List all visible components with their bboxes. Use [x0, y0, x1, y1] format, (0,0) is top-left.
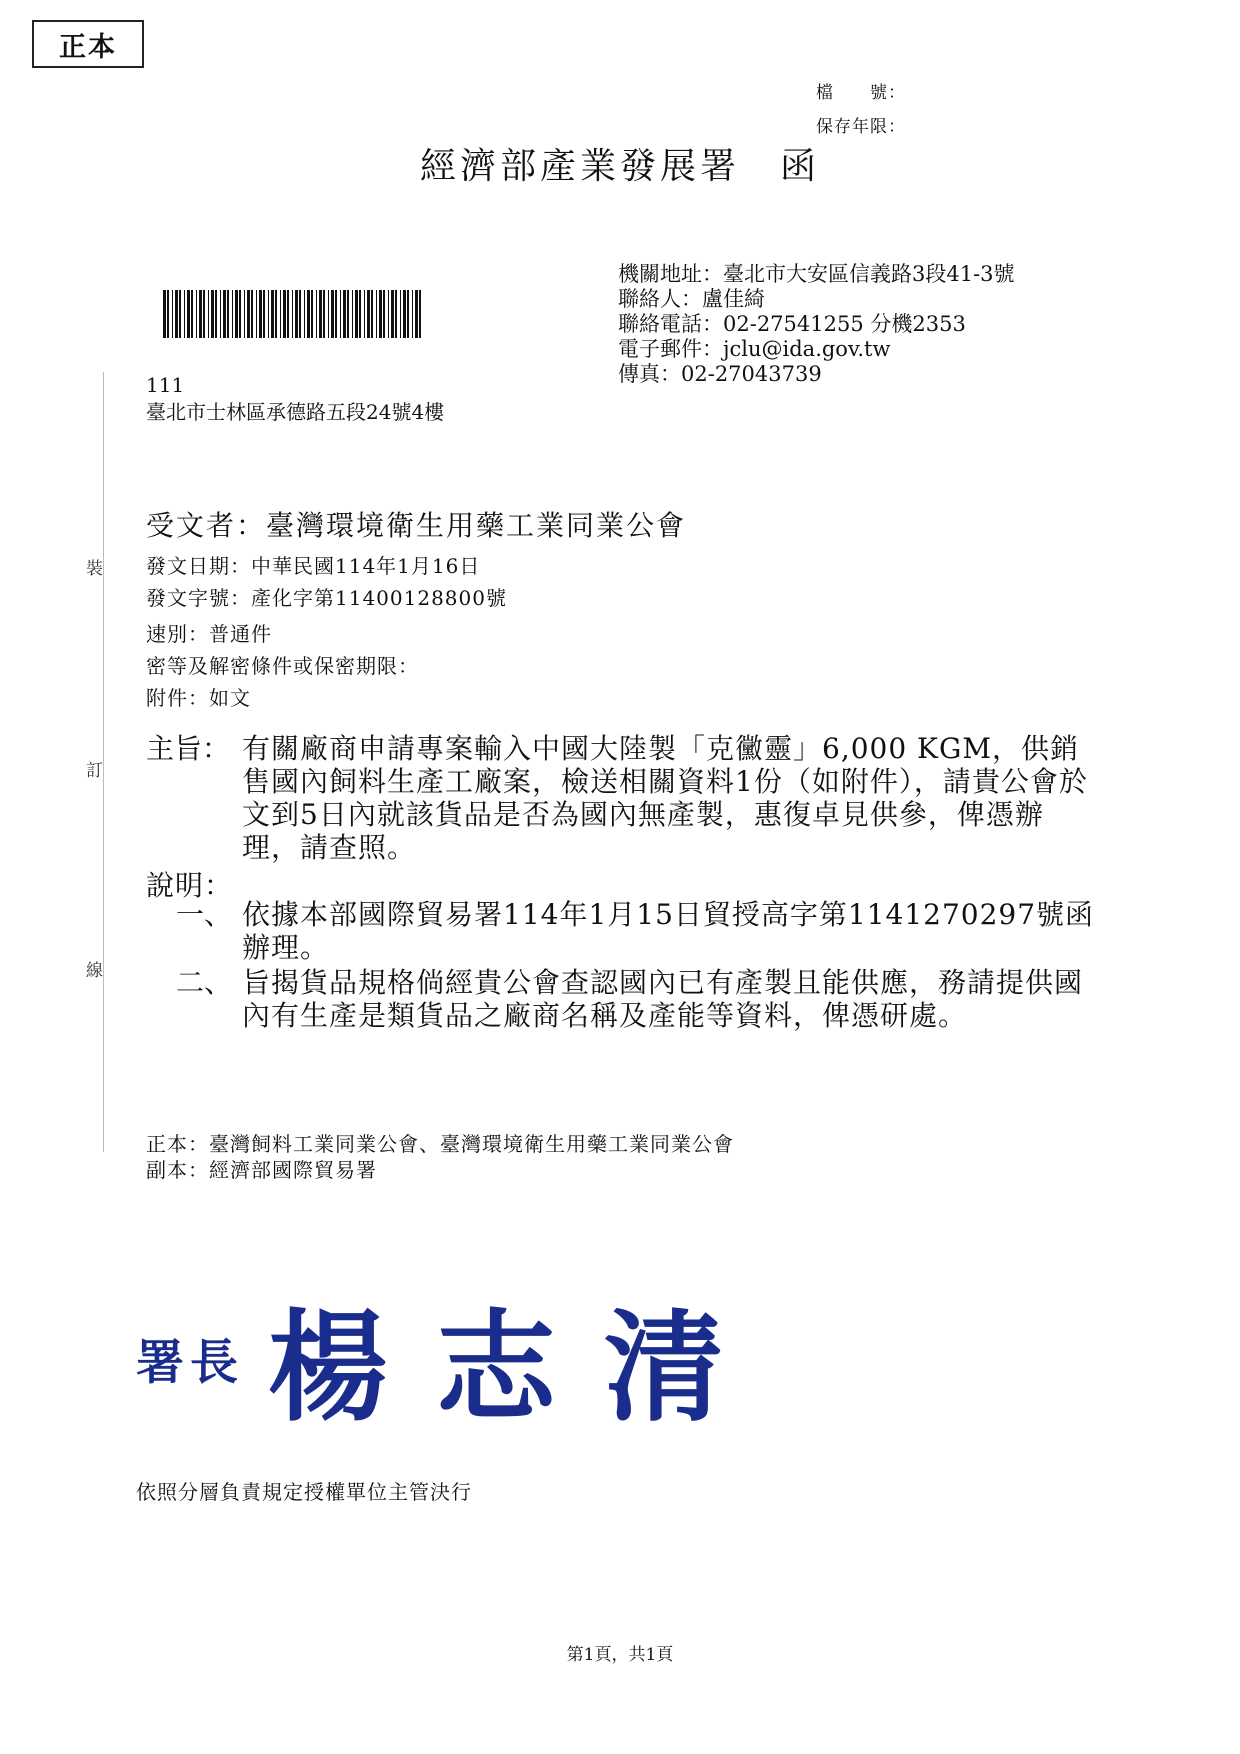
file-number-label: 檔 號： [816, 83, 906, 103]
copy-recipients: 副本：經濟部國際貿易署 [146, 1158, 377, 1182]
sender-contact: 聯絡人：盧佳綺 [618, 287, 765, 311]
attachment: 附件：如文 [146, 686, 251, 710]
item-number: 二、 [176, 966, 233, 999]
explanation-item [176, 966, 1096, 1032]
issue-date: 發文日期：中華民國114年1月16日 [146, 554, 481, 578]
delivery-speed: 速別：普通件 [146, 622, 272, 646]
sender-phone: 聯絡電話：02-27541255 分機2353 [618, 312, 966, 336]
explanation-label: 說明： [146, 869, 234, 902]
sender-info [618, 262, 1015, 387]
signature-title: 署長 [136, 1334, 245, 1391]
sender-address: 機關地址：臺北市大安區信義路3段41-3號 [618, 262, 1015, 286]
secrecy-level: 密等及解密條件或保密期限： [146, 654, 419, 678]
page-number: 第1頁，共1頁 [566, 1645, 674, 1665]
margin-mark-staple: 訂 [86, 752, 103, 785]
sender-fax: 傳真：02-27043739 [618, 362, 822, 386]
signature-seal [136, 1272, 772, 1444]
recipient-mailing-address [146, 372, 444, 426]
subject-text: 有關廠商申請專案輸入中國大陸製「克黴靈」6,000 KGM，供銷售國內飼料生產工廠案，檢送相關資料1份（如附件），請貴公會於文到5日內就該貨品是否為國內無產製，惠復卓見供參，俾憑辦理，請查照。 [242, 732, 1088, 864]
item-text: 依據本部國際貿易署114年1月15日貿授高字第1141270297號函辦理。 [242, 898, 1095, 964]
margin-mark-line: 線 [86, 952, 103, 985]
authorization-note: 依照分層負責規定授權單位主管決行 [136, 1480, 472, 1504]
retention-period-label: 保存年限： [816, 117, 906, 137]
barcode-icon [163, 290, 425, 338]
subject-section [146, 732, 1096, 864]
item-text: 旨揭貨品規格倘經貴公會查認國內已有產製且能供應，務請提供國內有生產是類貨品之廠商名稱及產能等資料，俾憑研處。 [242, 966, 1084, 1032]
original-recipients: 正本：臺灣飼料工業同業公會、臺灣環境衛生用藥工業同業公會 [146, 1132, 734, 1156]
margin-mark-bind: 裝 [86, 550, 103, 583]
explanation-item [176, 898, 1096, 964]
document-title: 經濟部產業發展署 函 [419, 146, 820, 187]
original-copy-stamp: 正本 [32, 20, 144, 68]
binding-margin-line [103, 372, 104, 1152]
recipient: 受文者：臺灣環境衛生用藥工業同業公會 [146, 509, 687, 542]
signature-name: 楊志清 [268, 1297, 773, 1438]
subject-label: 主旨： [146, 732, 231, 765]
postcode: 111 [146, 373, 185, 397]
sender-email: 電子郵件：jclu@ida.gov.tw [618, 337, 891, 361]
item-number: 一、 [176, 898, 233, 931]
issue-number: 發文字號：產化字第11400128800號 [146, 586, 507, 610]
street-address: 臺北市士林區承德路五段24號4樓 [146, 400, 445, 424]
